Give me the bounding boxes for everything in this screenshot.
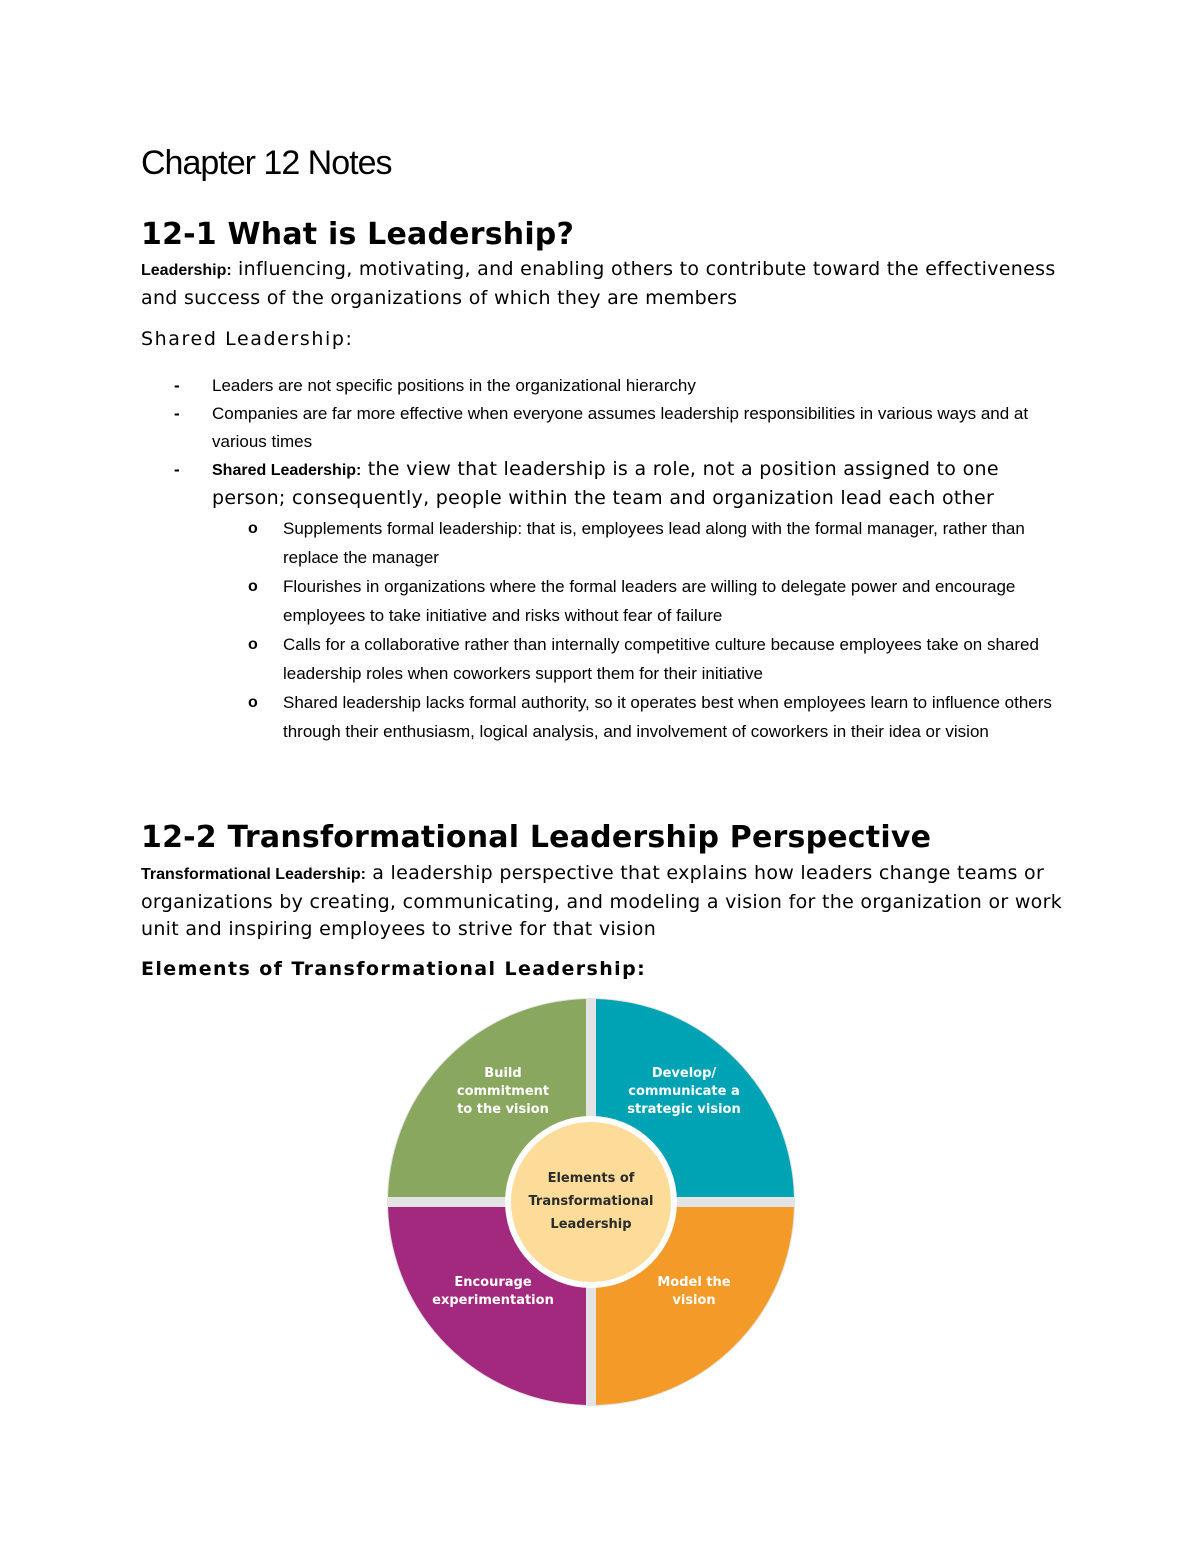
label-encourage-experimentation: Encourage experimentation xyxy=(432,1275,554,1308)
o-bullet: o xyxy=(248,636,258,653)
list-item: - Leaders are not specific positions in the organizational hierarchy xyxy=(141,372,1071,400)
label-build-commitment: Build commitment to the vision xyxy=(456,1066,550,1117)
document-title: Chapter 12 Notes xyxy=(141,144,392,182)
label-model-vision: Model the vision xyxy=(657,1275,731,1308)
list-item xyxy=(141,456,1071,746)
dash-bullet: - xyxy=(174,460,180,479)
label-center: Elements of Transformational Leadership xyxy=(528,1171,654,1232)
section-heading-12-2: 12-2 Transformational Leadership Perspective xyxy=(141,820,932,855)
definition-text: a leadership perspective that explains how leaders change teams or organizations by creating, communicating, and modeling a vision for the organization or work unit and inspiring employees to strive for that vision xyxy=(141,862,1063,940)
shared-leadership-list xyxy=(141,372,1071,746)
sub-list-item: o Flourishes in organizations where the formal leaders are willing to delegate power and encourage employees to take initiative and risks without fear of failure xyxy=(212,572,1071,630)
shared-leadership-term: Shared Leadership: xyxy=(212,462,362,479)
shared-leadership-definition: the view that leadership is a role, not a position assigned to one person; consequently, people within the team and organization lead each other xyxy=(212,458,999,509)
label-develop-vision: Develop/ communicate a strategic vision xyxy=(627,1066,741,1117)
dash-bullet: - xyxy=(174,404,180,423)
leadership-definition xyxy=(141,256,1071,312)
definition-term: Transformational Leadership: xyxy=(141,866,366,883)
shared-leadership-sublist xyxy=(212,514,1071,746)
dash-bullet: - xyxy=(174,376,180,395)
shared-leadership-heading: Shared Leadership: xyxy=(141,328,354,350)
definition-term: Leadership: xyxy=(141,262,232,279)
sub-list-item: o Calls for a collaborative rather than internally competitive culture because employees take on shared leadership roles when coworkers support them for their initiative xyxy=(212,630,1071,688)
list-item: - Companies are far more effective when everyone assumes leadership responsibilities in various ways and at various times xyxy=(141,400,1071,456)
transformational-leadership-diagram xyxy=(385,996,797,1408)
o-bullet: o xyxy=(248,694,258,711)
o-bullet: o xyxy=(248,578,258,595)
sub-list-item: o Shared leadership lacks formal authority, so it operates best when employees learn to influence others through their enthusiasm, logical analysis, and involvement of coworkers in their idea or vision xyxy=(212,688,1071,746)
diagram-svg xyxy=(385,996,797,1408)
definition-text: influencing, motivating, and enabling others to contribute toward the effectiveness and success of the organizations of which they are members xyxy=(141,258,1056,309)
transformational-definition xyxy=(141,860,1071,944)
section-heading-12-1: 12-1 What is Leadership? xyxy=(141,217,575,252)
sub-list-item: o Supplements formal leadership: that is, employees lead along with the formal manager, rather than replace the manager xyxy=(212,514,1071,572)
o-bullet: o xyxy=(248,520,258,537)
elements-heading: Elements of Transformational Leadership: xyxy=(141,958,647,980)
